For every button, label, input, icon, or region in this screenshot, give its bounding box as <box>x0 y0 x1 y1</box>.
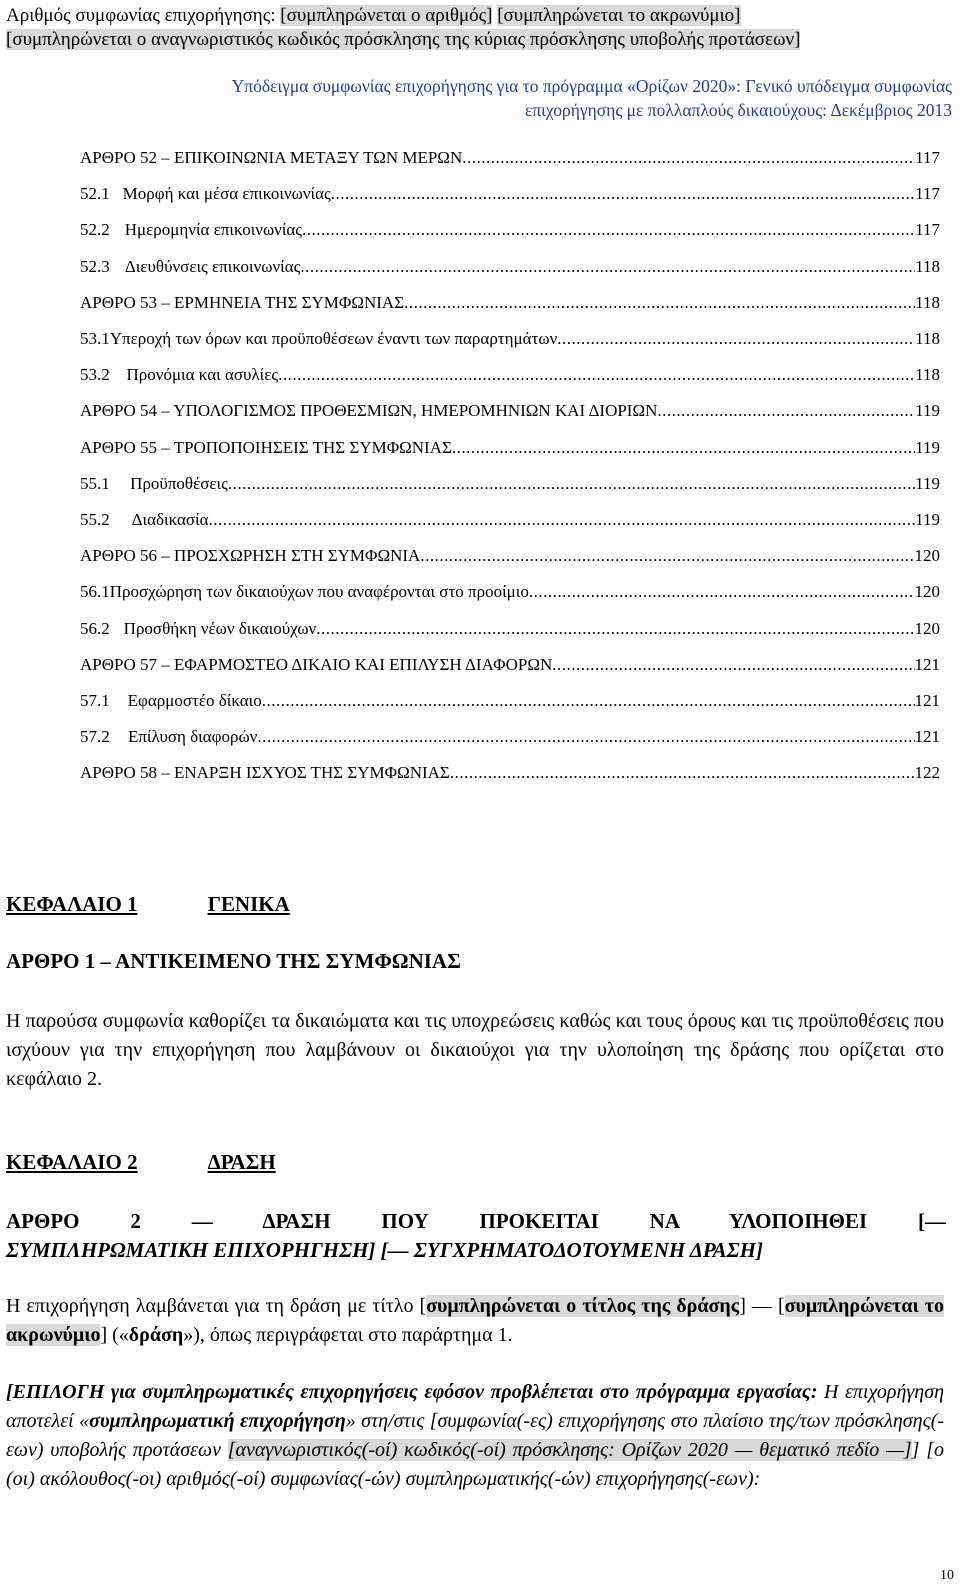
chapter-2-heading <box>6 1150 276 1175</box>
toc-entry[interactable] <box>80 546 940 570</box>
toc-entry[interactable] <box>80 401 940 425</box>
toc-leader-dots <box>450 763 915 783</box>
toc-entry-number: 53.1 <box>80 329 110 348</box>
toc-entry-number: 52.1 <box>80 184 110 204</box>
toc-leader-dots <box>228 474 915 494</box>
toc-leader-dots <box>331 184 915 204</box>
toc-leader-dots <box>257 727 914 747</box>
article-1-title: ΑΡΘΡΟ 1 – ΑΝΤΙΚΕΙΜΕΝΟ ΤΗΣ ΣΥΜΦΩΝΙΑΣ <box>6 949 461 973</box>
toc-entry[interactable] <box>80 655 940 679</box>
toc-entry[interactable] <box>80 329 940 353</box>
toc-entry[interactable] <box>80 365 940 389</box>
toc-entry-title: Ημερομηνία επικοινωνίας <box>124 220 303 240</box>
chapter-1-label: ΚΕΦΑΛΑΙΟ 1 <box>6 892 138 916</box>
toc-entry-title: ΑΡΘΡΟ 53 – ΕΡΜΗΝΕΙΑ ΤΗΣ ΣΥΜΦΩΝΙΑΣ <box>80 292 405 312</box>
toc-entry-page: 119 <box>915 437 940 457</box>
toc-entry-page: 117 <box>915 148 940 167</box>
toc-entry-page: 121 <box>914 727 940 747</box>
article-2-paragraph-1: Η επιχορήγηση λαμβάνεται για τη δράση με τίτλο [συμπληρώνεται ο τίτλος της δράσης] — [συμπληρώνεται το ακρωνύμιο] («δράση»), όπως περιγράφεται στο παράρτημα 1. <box>6 1295 944 1346</box>
toc-entry-title: Επίλυση διαφορών <box>127 727 258 747</box>
document-subtitle-line1: Υπόδειγμα συμφωνίας επιχορήγησης για το πρόγραμμα «Ορίζων 2020»: Γενικό υπόδειγμα συμφωνίας <box>231 76 952 96</box>
toc-entry[interactable] <box>80 293 940 317</box>
toc-leader-dots <box>420 546 914 566</box>
toc-leader-dots <box>209 510 916 530</box>
toc-entry-page: 122 <box>914 763 940 783</box>
toc-entry-title: ΑΡΘΡΟ 56 – ΠΡΟΣΧΩΡΗΣΗ ΣΤΗ ΣΥΜΦΩΝΙΑ <box>80 546 421 566</box>
toc-leader-dots <box>300 257 915 277</box>
toc-entry-number: 55.1 <box>80 473 110 493</box>
toc-leader-dots <box>557 329 915 349</box>
toc-entry-number: 56.1 <box>80 582 110 602</box>
toc-entry[interactable] <box>80 510 940 534</box>
toc-entry-title: Προσχώρηση των δικαιούχων που αναφέρονται στο προοίμιο <box>109 582 529 602</box>
option-label: [ΕΠΙΛΟΓΗ για συμπληρωματικές επιχορηγήσεις εφόσον προβλέπεται στο πρόγραμμα εργασίας: <box>6 1381 818 1403</box>
toc-entry[interactable] <box>80 184 940 208</box>
article-1-body: Η παρούσα συμφωνία καθορίζει τα δικαιώματα και τις υποχρεώσεις καθώς και τους όρους και τις προϋποθέσεις που ισχύουν για την επιχορήγηση που λαμβάνουν οι δικαιούχοι για την υλοποίηση της δράσης που ορίζεται στο κεφάλαιο 2. <box>6 1010 944 1090</box>
article-2-title-line2: ΣΥΜΠΛΗΡΩΜΑΤΙΚΗ ΕΠΙΧΟΡΗΓΗΣΗ] [— ΣΥΓΧΡΗΜΑΤΟΔΟΤΟΥΜΕΝΗ ΔΡΑΣΗ] <box>6 1238 764 1262</box>
toc-entry-page: 121 <box>914 654 940 674</box>
chapter-1-heading <box>6 892 290 917</box>
toc-entry[interactable] <box>80 619 940 643</box>
toc-entry-page: 118 <box>915 256 940 276</box>
toc-entry-page: 120 <box>914 618 940 638</box>
chapter-2-label: ΚΕΦΑΛΑΙΟ 2 <box>6 1150 138 1174</box>
toc-entry-title: Υπεροχή των όρων και προϋποθέσεων έναντι των παραρτημάτων <box>109 329 558 348</box>
call-id-placeholder: [αναγνωριστικός(-οί) κωδικός(-οί) πρόσκλησης: Ορίζων 2020 — θεματικό πεδίο —] <box>227 1439 912 1461</box>
toc-entry-page: 119 <box>915 401 940 421</box>
header-acronym-placeholder: [συμπληρώνεται το ακρωνύμιο] <box>497 5 741 26</box>
toc-entry-title: Προσθήκη νέων δικαιούχων <box>123 618 317 638</box>
toc-entry-page: 120 <box>914 582 940 602</box>
toc-entry-title: Μορφή και μέσα επικοινωνίας <box>122 184 331 204</box>
toc-entry-page: 117 <box>915 184 940 204</box>
header-call-id-placeholder: [συμπληρώνεται ο αναγνωριστικός κωδικός πρόσκλησης της κύριας πρόσκλησης υποβολής προτάσεων] <box>6 29 801 50</box>
header-label: Αριθμός συμφωνίας επιχορήγησης: <box>6 5 281 26</box>
toc-entry-number: 52.3 <box>80 256 110 276</box>
toc-entry[interactable] <box>80 763 940 787</box>
article-2-paragraph-2: [ΕΠΙΛΟΓΗ για συμπληρωματικές επιχορηγήσεις εφόσον προβλέπεται στο πρόγραμμα εργασίας: Η επιχορήγηση αποτελεί «συμπληρωματική επιχορήγηση» στη/στις [συμφωνία(-ες) επιχορήγησης στο πλαίσιο της/των πρόσκλησης(-εων) υποβολής προτάσεων [αναγνωριστικός(-οί) κωδικός(-οί) πρόσκλησης: Ορίζων 2020 — θεματικό πεδίο —]] [ο (οι) ακόλουθος(-οι) αριθμός(-οί) συμφωνίας(-ών) συμπληρωματικής(-ών) επιχορήγησης(-εων): <box>6 1381 945 1490</box>
toc-entry-title: ΑΡΘΡΟ 54 – ΥΠΟΛΟΓΙΣΜΟΣ ΠΡΟΘΕΣΜΙΩΝ, ΗΜΕΡΟΜΗΝΙΩΝ ΚΑΙ ΔΙΟΡΙΩΝ <box>80 401 658 421</box>
article-2-title-line1: ΑΡΘΡΟ 2 — ΔΡΑΣΗ ΠΟΥ ΠΡΟΚΕΙΤΑΙ ΝΑ ΥΛΟΠΟΙΗΘΕΙ [— <box>6 1209 946 1233</box>
header-number-placeholder: [συμπληρώνεται ο αριθμός] <box>280 5 493 26</box>
toc-entry-title: ΑΡΘΡΟ 57 – ΕΦΑΡΜΟΣΤΕΟ ΔΙΚΑΙΟ ΚΑΙ ΕΠΙΛΥΣΗ ΔΙΑΦΟΡΩΝ <box>80 654 553 674</box>
toc-entry-number: 57.1 <box>80 691 110 710</box>
toc-entry[interactable] <box>80 220 940 244</box>
toc-entry-title: Διαδικασία <box>131 510 209 529</box>
toc-entry-number: 56.2 <box>80 618 110 638</box>
toc-entry-page: 118 <box>915 365 940 385</box>
toc-leader-dots <box>552 655 914 675</box>
toc-entry-page: 118 <box>915 329 940 348</box>
toc-entry-title: ΑΡΘΡΟ 55 – ΤΡΟΠΟΠΟΙΗΣΕΙΣ ΤΗΣ ΣΥΜΦΩΝΙΑΣ <box>80 437 452 457</box>
toc-leader-dots <box>278 365 915 385</box>
chapter-1-title: ΓΕΝΙΚΑ <box>207 892 290 916</box>
toc-leader-dots <box>529 582 915 602</box>
toc-leader-dots <box>302 220 915 240</box>
toc-entry-title: Προϋποθέσεις <box>130 473 228 493</box>
toc-entry[interactable] <box>80 691 940 715</box>
toc-entry-page: 118 <box>915 292 940 312</box>
toc-entry-title: Προνόμια και ασυλίες <box>126 365 279 385</box>
toc-entry-page: 119 <box>915 473 940 493</box>
toc-entry-number: 53.2 <box>80 365 110 385</box>
document-subtitle-line2: επιχορήγησης με πολλαπλούς δικαιούχους: Δεκέμβριος 2013 <box>524 100 952 120</box>
toc-entry-number: 52.2 <box>80 220 110 240</box>
document-header-line1 <box>6 4 954 28</box>
toc-entry-number: 57.2 <box>80 727 110 747</box>
toc-leader-dots <box>316 619 914 639</box>
toc-leader-dots <box>452 438 915 458</box>
toc-entry[interactable] <box>80 257 940 281</box>
toc-leader-dots <box>404 293 915 313</box>
toc-entry-page: 120 <box>914 546 940 566</box>
action-acronym-placeholder: συμπληρώνεται το ακρωνύμιο <box>6 1295 944 1346</box>
toc-entry-title: ΑΡΘΡΟ 58 – ΕΝΑΡΞΗ ΙΣΧΥΟΣ ΤΗΣ ΣΥΜΦΩΝΙΑΣ <box>80 763 450 783</box>
action-title-placeholder: συμπληρώνεται ο τίτλος της δράσης <box>426 1295 740 1317</box>
toc-entry[interactable] <box>80 474 940 498</box>
chapter-2-title: ΔΡΑΣΗ <box>207 1150 276 1174</box>
document-header-line2 <box>6 28 954 52</box>
toc-entry-title: ΑΡΘΡΟ 52 – ΕΠΙΚΟΙΝΩΝΙΑ ΜΕΤΑΞΥ ΤΩΝ ΜΕΡΩΝ <box>80 148 463 167</box>
toc-entry[interactable] <box>80 727 940 751</box>
toc-entry-number: 55.2 <box>80 510 110 529</box>
toc-entry-title: Εφαρμοστέο δίκαιο <box>127 691 262 710</box>
toc-leader-dots <box>657 401 915 421</box>
toc-entry[interactable] <box>80 148 940 172</box>
page-number: 10 <box>940 1568 954 1583</box>
toc-entry-page: 121 <box>914 691 940 710</box>
toc-entry-title: Διευθύνσεις επικοινωνίας <box>124 256 301 276</box>
toc-leader-dots <box>262 691 915 711</box>
toc-leader-dots <box>462 148 915 168</box>
toc-entry-page: 119 <box>915 510 940 529</box>
toc-entry[interactable] <box>80 438 940 462</box>
toc-entry[interactable] <box>80 582 940 606</box>
toc-entry-page: 117 <box>915 220 940 240</box>
